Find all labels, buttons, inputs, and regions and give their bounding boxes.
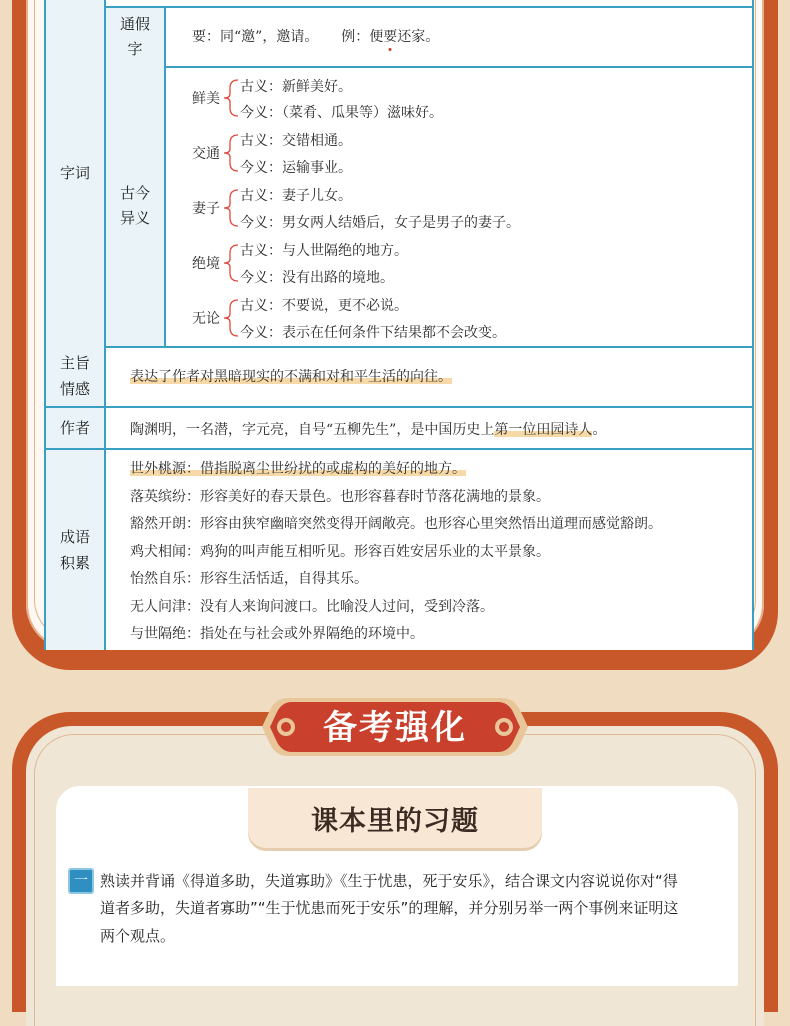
chengyu-item: 豁然开朗：形容由狭窄幽暗突然变得开阔敞亮。也形容心里突然悟出道理而感觉豁朗。 (130, 516, 662, 532)
section-tab (248, 788, 542, 848)
gujin-word: 绝境 (192, 256, 220, 272)
brace-icon (222, 78, 242, 118)
gujin-jin: 今义：（菜肴、瓜果等）滋味好。 (240, 105, 443, 121)
tongjia-example-end: 还家。 (397, 29, 440, 45)
brace-icon (222, 188, 242, 228)
chengyu-item: 与世隔绝：指处在与社会或外界隔绝的环境中。 (130, 626, 424, 642)
zhuzhi-text (130, 366, 452, 386)
subcat-tongjia (106, 8, 166, 66)
brace-icon (222, 243, 242, 283)
brace-icon (222, 133, 242, 173)
gujin-jin: 今义：男女两人结婚后，女子是男子的妻子。 (240, 215, 520, 231)
category-zuozhe-label: 作者 (59, 419, 90, 437)
tongjia-example-emph: 要 (383, 29, 398, 45)
category-zici (46, 0, 106, 346)
tongjia-example: 例：便 (341, 29, 384, 45)
question-number: 一 (68, 868, 94, 894)
chengyu-item: 落英缤纷：形容美好的春天景色。也形容暮春时节落花满地的景象。 (130, 489, 550, 505)
zuozhe-text-a: 陶渊明，一名潜，字元亮，自号“五柳先生”，是中国历史上 (130, 422, 495, 438)
gujin-gu: 古义：交错相通。 (240, 133, 352, 149)
gujin-jin: 今义：表示在任何条件下结果都不会改变。 (240, 325, 506, 341)
subcat-gujin-label: 古今异义 (119, 184, 150, 227)
gujin-word: 鲜美 (192, 91, 220, 107)
gujin-word: 交通 (192, 146, 220, 162)
category-zhuzhi-label: 主旨情感 (59, 354, 90, 398)
subrow-gujin (106, 66, 752, 346)
section-badge-label: 备考强化 (323, 708, 467, 748)
row-chengyu (46, 450, 752, 650)
zuozhe-text-highlight: 第一位田园诗人 (494, 422, 593, 438)
chengyu-item (130, 458, 466, 478)
gujin-gu: 古义：新鲜美好。 (240, 79, 352, 95)
subrow-tongjia (106, 6, 752, 68)
row-zici (46, 0, 752, 348)
row-zuozhe (46, 408, 752, 450)
gujin-gu: 古义：与人世隔绝的地方。 (240, 243, 408, 259)
gujin-jin: 今义：没有出路的境地。 (240, 270, 394, 286)
question-line: 熟读并背诵《得道多助，失道寡助》《生于忧患，死于安乐》，结合课文内容说说你对“得 (100, 872, 678, 890)
zhuzhi-text-content: 表达了作者对黑暗现实的不满和对和平生活的向往。 (130, 369, 452, 385)
chengyu-item: 无人问津：没有人来询问渡口。比喻没人过问，受到冷落。 (130, 599, 494, 615)
gujin-gu: 古义：不要说，更不必说。 (240, 298, 408, 314)
gujin-word: 妻子 (192, 201, 220, 217)
category-zhuzhi (46, 346, 106, 406)
section-badge (258, 690, 532, 764)
gujin-gu: 古义：妻子儿女。 (240, 188, 352, 204)
gujin-word: 无论 (192, 311, 220, 327)
category-chengyu (46, 450, 106, 650)
zuozhe-text (130, 419, 606, 439)
category-chengyu-label: 成语积累 (59, 528, 90, 572)
chengyu-item: 怡然自乐：形容生活恬适，自得其乐。 (130, 571, 368, 587)
chengyu-item: 鸡犬相闻：鸡狗的叫声能互相听见。形容百姓安居乐业的太平景象。 (130, 544, 550, 560)
question-line: 两个观点。 (100, 927, 176, 945)
section-tab-label: 课本里的习题 (311, 805, 479, 837)
chengyu-item-text: 世外桃源：借指脱离尘世纷扰的或虚构的美好的地方。 (130, 461, 466, 477)
gujin-jin: 今义：运输事业。 (240, 160, 352, 176)
zuozhe-text-end: 。 (592, 422, 607, 438)
subcat-tongjia-label: 通假字 (119, 15, 150, 58)
tongjia-def (192, 26, 439, 46)
question-line: 道者多助，失道者寡助”“生于忧患而死于安乐”的理解，并分别另举一两个事例来证明这 (100, 899, 679, 917)
category-zici-label: 字词 (59, 164, 90, 182)
category-zuozhe (46, 408, 106, 448)
tongjia-def-a: 要：同“邀”，邀请。 (192, 29, 319, 45)
knowledge-table (44, 0, 754, 650)
brace-icon (222, 298, 242, 338)
subcat-gujin (106, 66, 166, 346)
row-zhuzhi (46, 346, 752, 408)
